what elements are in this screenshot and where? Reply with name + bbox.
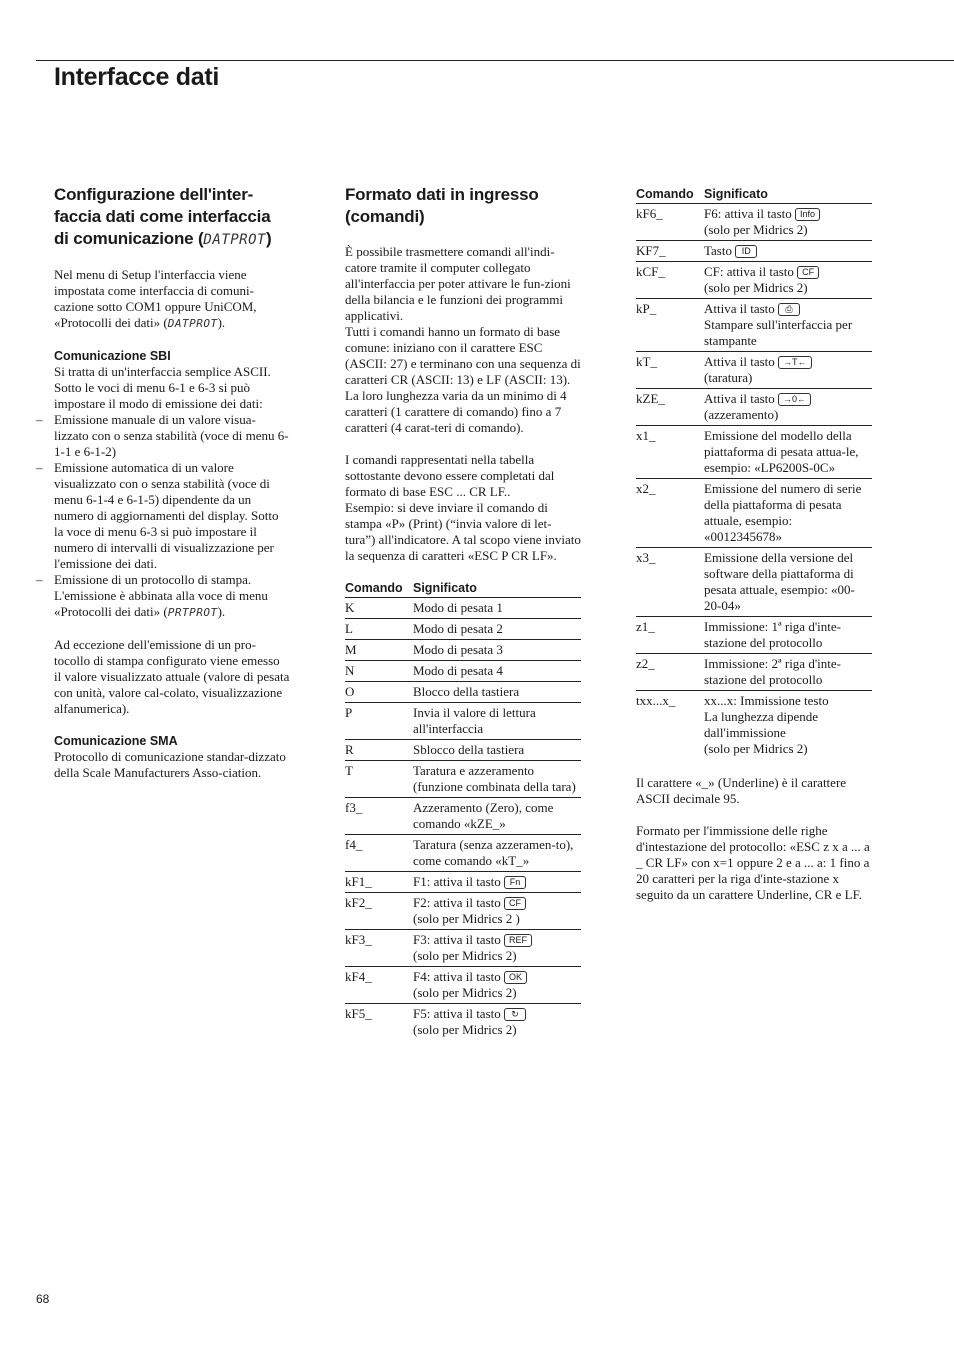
column-configuration (36, 184, 290, 781)
table-row (345, 598, 581, 619)
meaning-cell (413, 682, 581, 703)
meaning-cell (704, 426, 872, 479)
meaning-note: (solo per Midrics 2 ) (413, 911, 520, 926)
table-row (345, 1004, 581, 1041)
command-cell: kCF_ (636, 262, 704, 299)
table-row (345, 740, 581, 761)
key-icon: ⎙ (778, 303, 800, 316)
table-row (636, 479, 872, 548)
key-icon: ID (735, 245, 757, 258)
paragraph: Nel menu di Setup l'interfaccia viene impostata come interfaccia di comuni-cazione sotto COM1 oppure UniCOM, «Protocolli dei dati» (DATPROT). (54, 267, 257, 330)
meaning-text: Modo di pesata 1 (413, 600, 503, 615)
meaning-cell (413, 598, 581, 619)
meaning-note: (solo per Midrics 2) (413, 1022, 517, 1037)
meaning-text: F4: attiva il tasto (413, 969, 501, 984)
meaning-note: (solo per Midrics 2) (413, 948, 517, 963)
table-row (345, 682, 581, 703)
table-row (345, 798, 581, 835)
meaning-cell (413, 893, 581, 930)
lcd-text: DATPROT (167, 317, 218, 330)
table-row (636, 389, 872, 426)
meaning-text: F5: attiva il tasto (413, 1006, 501, 1021)
meaning-text: Attiva il tasto (704, 301, 775, 316)
table-row (345, 835, 581, 872)
heading-line: ) (265, 229, 272, 248)
meaning-cell (413, 1004, 581, 1041)
table-row (345, 893, 581, 930)
meaning-cell (413, 619, 581, 640)
meaning-note: (azzeramento) (704, 407, 779, 422)
command-cell: O (345, 682, 413, 703)
meaning-cell (704, 204, 872, 241)
paragraph: Ad eccezione dell'emissione di un pro-tocollo di stampa configurato viene emesso il valore visualizzato attuale (valore di pesata con unità, valore cal-colato, visualizzazione alfanumerica). (54, 637, 290, 716)
table-header-cmd: Comando (636, 186, 704, 204)
meaning-cell (413, 967, 581, 1004)
paragraph: Esempio: si deve inviare il comando di stampa «P» (Print) (“invia valore di let-tura”) all'indicatore. A tal scopo viene inviato la sequenza di caratteri «ESC P CR LF». (345, 500, 581, 563)
command-cell: kT_ (636, 352, 704, 389)
table-row (345, 619, 581, 640)
command-cell: x2_ (636, 479, 704, 548)
command-cell: kF6_ (636, 204, 704, 241)
command-cell: N (345, 661, 413, 682)
command-cell: kF3_ (345, 930, 413, 967)
meaning-text: Emissione del numero di serie della piattaforma di pesata attuale, esempio: «0012345678» (704, 481, 862, 544)
command-cell: x1_ (636, 426, 704, 479)
list-item: – Emissione di un protocollo di stampa. L'emissione è abbinata alla voce di menu «Protocolli dei dati» (PRTPROT). (36, 572, 268, 619)
meaning-cell (413, 740, 581, 761)
meaning-note: (solo per Midrics 2) (704, 280, 808, 295)
paragraph: I comandi rappresentati nella tabella sottostante devono essere completati dal formato di base ESC ... CR LF.. (345, 452, 555, 499)
table-row (345, 967, 581, 1004)
meaning-cell (413, 640, 581, 661)
table-row (345, 640, 581, 661)
meaning-text: F2: attiva il tasto (413, 895, 501, 910)
table-header-meaning: Significato (413, 580, 581, 598)
meaning-note: (solo per Midrics 2) (704, 222, 808, 237)
lcd-text: DATPROT (203, 232, 266, 248)
table-row (636, 548, 872, 617)
key-icon: OK (504, 971, 527, 984)
lcd-text: PRTPROT (167, 606, 218, 619)
commands-table-continued (636, 186, 872, 759)
meaning-cell (704, 479, 872, 548)
paragraph: Si tratta di un'interfaccia semplice ASCII. (54, 364, 271, 379)
subheading-sbi: Comunicazione SBI (54, 349, 171, 363)
heading-line: di comunicazione ( (54, 229, 204, 248)
command-cell: kZE_ (636, 389, 704, 426)
table-row (345, 930, 581, 967)
table-row (636, 426, 872, 479)
column-commands-continued (636, 186, 872, 903)
meaning-text: Azzeramento (Zero), come comando «kZE_» (413, 800, 554, 831)
subheading-sma: Comunicazione SMA (54, 734, 178, 748)
meaning-text: Attiva il tasto (704, 354, 775, 369)
key-icon: →0← (778, 393, 811, 406)
meaning-text: Modo di pesata 4 (413, 663, 503, 678)
meaning-cell (413, 835, 581, 872)
table-row (345, 703, 581, 740)
meaning-cell (704, 389, 872, 426)
paragraph: Sotto le voci di menu 6-1 e 6-3 si può impostare il modo di emissione dei dati: (54, 380, 263, 411)
meaning-text: F6: attiva il tasto (704, 206, 792, 221)
meaning-text: Tasto (704, 243, 732, 258)
meaning-text: xx...x: Immissione testo (704, 693, 829, 708)
meaning-note: (solo per Midrics 2) (704, 741, 808, 756)
meaning-cell (704, 299, 872, 352)
command-cell: L (345, 619, 413, 640)
paragraph: È possibile trasmettere comandi all'indi-catore tramite il computer collegato all'interfaccia per poter attivare le fun-zioni della bilancia e le funzioni dei programmi applicativi. (345, 244, 571, 323)
table-row (636, 241, 872, 262)
heading-line: (comandi) (345, 207, 425, 226)
page-title: Interfacce dati (54, 63, 220, 91)
meaning-text: Modo di pesata 2 (413, 621, 503, 636)
meaning-text: Blocco della tastiera (413, 684, 520, 699)
list-item: – Emissione automatica di un valore visualizzato con o senza stabilità (voce di menu 6-1-4 e 6-1-5) dipendente da un numero di aggiornamenti del display. Sotto la voce di menu 6-3 si può impostare il numero di intervalli di visualizzazione per l'emissione dei dati. (36, 460, 279, 571)
command-cell: T (345, 761, 413, 798)
meaning-cell (413, 661, 581, 682)
meaning-text: Taratura (senza azzeramen-to), come comando «kT_» (413, 837, 574, 868)
command-cell: x3_ (636, 548, 704, 617)
table-row (636, 352, 872, 389)
meaning-cell (704, 262, 872, 299)
meaning-note: (solo per Midrics 2) (413, 985, 517, 1000)
key-icon: CF (797, 266, 819, 279)
meaning-text: Emissione del modello della piattaforma di pesata attua-le, esempio: «LP6200S-0C» (704, 428, 859, 475)
meaning-text: CF: attiva il tasto (704, 264, 794, 279)
paragraph: Formato per l'immissione delle righe d'intestazione del protocollo: «ESC z x a ... a _ CR LF» con x=1 oppure 2 e a ... a: 1 fino a 20 caratteri per la riga d'inte-stazione x seguito da un carattere Underline, CR e LF. (636, 823, 870, 902)
command-cell: M (345, 640, 413, 661)
key-icon: REF (504, 934, 532, 947)
heading-line: faccia dati come interfaccia (54, 207, 271, 226)
section-heading-configuration (54, 184, 290, 251)
meaning-cell (704, 241, 872, 262)
table-row (636, 204, 872, 241)
table-row (636, 654, 872, 691)
heading-line: Formato dati in ingresso (345, 185, 539, 204)
meaning-note: (taratura) (704, 370, 753, 385)
meaning-cell (413, 798, 581, 835)
command-cell: z1_ (636, 617, 704, 654)
command-cell: P (345, 703, 413, 740)
key-icon: ↻ (504, 1008, 526, 1021)
meaning-cell (704, 691, 872, 760)
list-item: – Emissione manuale di un valore visua-lizzato con o senza stabilità (voce di menu 6-1-1 e 6-1-2) (36, 412, 289, 459)
section-heading-input-format (345, 184, 581, 228)
table-row (636, 262, 872, 299)
meaning-text: Invia il valore di lettura all'interfaccia (413, 705, 536, 736)
table-row (345, 661, 581, 682)
meaning-cell (704, 548, 872, 617)
table-row (636, 617, 872, 654)
meaning-text: F1: attiva il tasto (413, 874, 501, 889)
command-cell: z2_ (636, 654, 704, 691)
command-cell: kF4_ (345, 967, 413, 1004)
command-cell: f4_ (345, 835, 413, 872)
meaning-text: Taratura e azzeramento (funzione combinata della tara) (413, 763, 576, 794)
command-cell: kF2_ (345, 893, 413, 930)
meaning-note: La lunghezza dipende dall'immissione (704, 709, 819, 740)
command-cell: kP_ (636, 299, 704, 352)
meaning-note: Stampare sull'interfaccia per stampante (704, 317, 853, 348)
heading-line: Configurazione dell'inter- (54, 185, 254, 204)
meaning-cell (413, 703, 581, 740)
meaning-cell (413, 872, 581, 893)
key-icon: Info (795, 208, 820, 221)
command-cell: f3_ (345, 798, 413, 835)
key-icon: →T← (778, 356, 812, 369)
meaning-cell (413, 930, 581, 967)
column-input-format (345, 184, 581, 1040)
key-icon: CF (504, 897, 526, 910)
paragraph: Il carattere «_» (Underline) è il carattere ASCII decimale 95. (636, 775, 847, 806)
command-cell: K (345, 598, 413, 619)
meaning-cell (704, 654, 872, 691)
table-row (636, 691, 872, 760)
meaning-cell (413, 761, 581, 798)
meaning-text: Attiva il tasto (704, 391, 775, 406)
command-cell: kF5_ (345, 1006, 372, 1021)
command-cell: R (345, 740, 413, 761)
meaning-text: Immissione: 1ª riga d'inte-stazione del protocollo (704, 619, 841, 650)
meaning-text: F3: attiva il tasto (413, 932, 501, 947)
meaning-text: Emissione della versione del software della piattaforma di pesata attuale, esempio: «00-20-04» (704, 550, 855, 613)
key-icon: Fn (504, 876, 526, 889)
meaning-text: Modo di pesata 3 (413, 642, 503, 657)
table-header-meaning: Significato (704, 186, 872, 204)
table-row (345, 872, 581, 893)
meaning-cell (704, 617, 872, 654)
command-cell: kF1_ (345, 872, 413, 893)
table-header-cmd: Comando (345, 580, 413, 598)
meaning-text: Sblocco della tastiera (413, 742, 525, 757)
table-row (345, 761, 581, 798)
command-cell: KF7_ (636, 241, 704, 262)
command-cell: txx...x_ (636, 693, 676, 708)
page-number: 68 (36, 1292, 50, 1306)
table-row (636, 299, 872, 352)
meaning-cell (704, 352, 872, 389)
commands-table (345, 580, 581, 1040)
meaning-text: Immissione: 2ª riga d'inte-stazione del protocollo (704, 656, 841, 687)
paragraph: Protocollo di comunicazione standar-dizzato della Scale Manufacturers Asso-ciation. (54, 749, 286, 780)
paragraph: Tutti i comandi hanno un formato di base comune: iniziano con il carattere ESC (ASCII: 27) e terminano con una sequenza di caratteri CR (ASCII: 13) e LF (ASCII: 13). La loro lunghezza varia da un minimo di 4 caratteri (1 carattere di comando) fino a 7 caratteri (4 carat-teri di comando). (345, 324, 581, 435)
